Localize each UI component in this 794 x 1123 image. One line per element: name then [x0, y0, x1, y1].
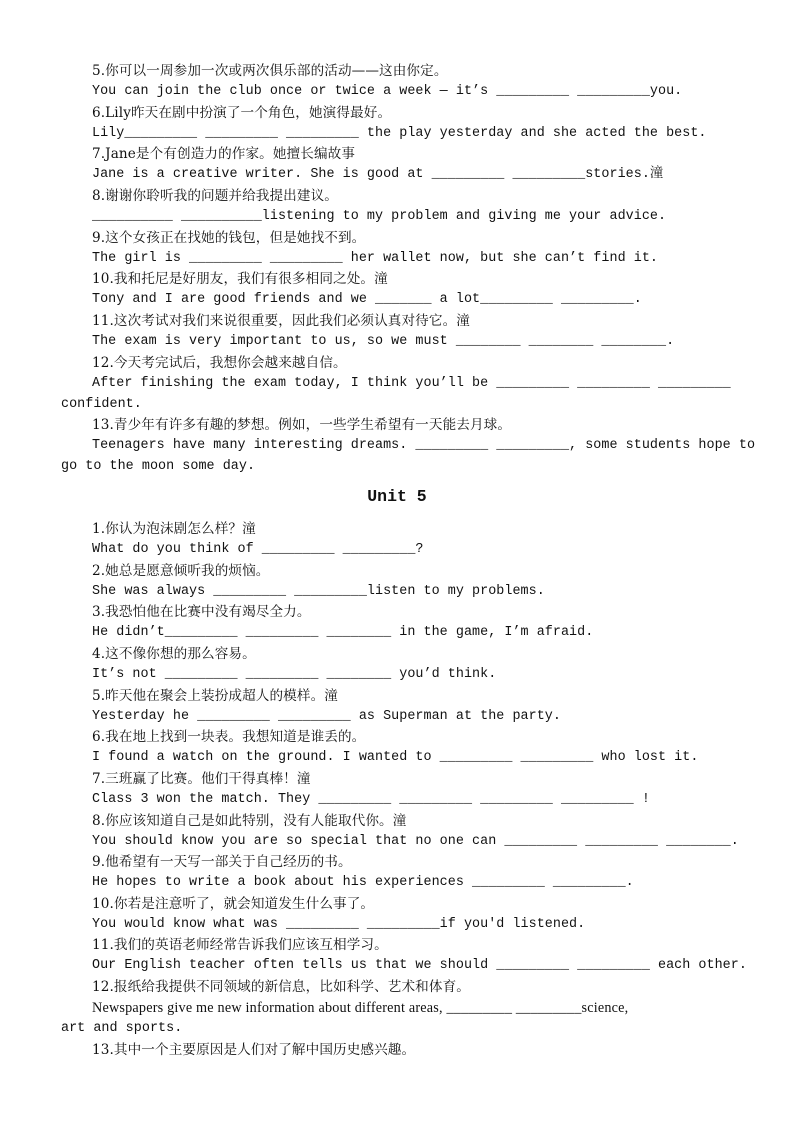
- u5-item-11-chinese: 11.我们的英语老师经常告诉我们应该互相学习。: [92, 937, 388, 953]
- u5-item-4-chinese: 4.这不像你想的那么容易。: [92, 646, 256, 662]
- u5-item-10-chinese: 10.你若是注意听了，就会知道发生什么事了。: [92, 896, 375, 912]
- item-7-chinese: 7.Jane是个有创造力的作家。她擅长编故事: [92, 146, 356, 162]
- u5-item-1-english: What do you think of _________ _________?: [92, 542, 424, 557]
- item-9-chinese: 9.这个女孩正在找她的钱包，但是她找不到。: [92, 230, 366, 246]
- u5-item-12-english: Newspapers give me new information about different areas, _________ _________science,: [92, 1000, 629, 1016]
- u5-item-4-english: It’s not _________ _________ ________ you’d think.: [92, 667, 497, 682]
- u5-item-1-chinese: 1.你认为泡沫剧怎么样？潼: [92, 521, 256, 537]
- u5-item-7-chinese: 7.三班赢了比赛。他们干得真棒！潼: [92, 771, 311, 787]
- item-5-chinese: 5.你可以一周参加一次或两次俱乐部的活动——这由你定。: [92, 63, 448, 79]
- u5-item-3-chinese: 3.我恐怕他在比赛中没有竭尽全力。: [92, 604, 311, 620]
- item-12-english: After finishing the exam today, I think you’ll be _________ _________ _________: [92, 376, 731, 391]
- item-10-english: Tony and I are good friends and we _______ a lot_________ _________.: [92, 292, 642, 307]
- item-11-english: The exam is very important to us, so we must ________ ________ ________.: [92, 334, 675, 349]
- u5-item-5-chinese: 5.昨天他在聚会上装扮成超人的模样。潼: [92, 688, 338, 704]
- item-8-chinese: 8.谢谢你聆听我的问题并给我提出建议。: [92, 188, 338, 204]
- u5-item-2-chinese: 2.她总是愿意倾听我的烦恼。: [92, 563, 270, 579]
- u5-item-6-chinese: 6.我在地上找到一块表。我想知道是谁丢的。: [92, 729, 366, 745]
- unit-5-heading: Unit 5: [367, 487, 427, 506]
- u5-item-10-english: You would know what was _________ _________if you'd listened.: [92, 917, 586, 932]
- item-13-english-cont: go to the moon some day.: [61, 459, 256, 474]
- item-11-chinese: 11.这次考试对我们来说很重要，因此我们必须认真对待它。潼: [92, 313, 470, 329]
- item-9-english: The girl is _________ _________ her wallet now, but she can’t find it.: [92, 251, 658, 266]
- item-10-chinese: 10.我和托尼是好朋友，我们有很多相同之处。潼: [92, 271, 388, 287]
- item-8-english: __________ __________listening to my problem and giving me your advice.: [92, 209, 667, 224]
- item-12-english-cont: confident.: [61, 397, 142, 412]
- u5-item-2-english: She was always _________ _________listen to my problems.: [92, 584, 545, 599]
- u5-item-9-english: He hopes to write a book about his experiences _________ _________.: [92, 875, 634, 890]
- u5-item-12-english-cont: art and sports.: [61, 1021, 183, 1036]
- u5-item-13-chinese: 13.其中一个主要原因是人们对了解中国历史感兴趣。: [92, 1042, 416, 1058]
- item-5-english: You can join the club once or twice a week — it’s _________ _________you.: [92, 84, 683, 99]
- u5-item-5-english: Yesterday he _________ _________ as Superman at the party.: [92, 709, 561, 724]
- u5-item-8-english: You should know you are so special that no one can _________ _________ ________.: [92, 834, 739, 849]
- u5-item-8-chinese: 8.你应该知道自己是如此特别，没有人能取代你。潼: [92, 813, 407, 829]
- u5-item-3-english: He didn’t_________ _________ ________ in the game, I’m afraid.: [92, 625, 594, 640]
- item-6-english: Lily_________ _________ _________ the play yesterday and she acted the best.: [92, 126, 707, 141]
- item-13-english: Teenagers have many interesting dreams. _________ _________, some students hope to: [92, 438, 756, 453]
- item-6-chinese: 6.Lily昨天在剧中扮演了一个角色，她演得最好。: [92, 105, 392, 121]
- u5-item-11-english: Our English teacher often tells us that we should _________ _________ each other.: [92, 958, 747, 973]
- u5-item-7-english: Class 3 won the match. They _________ _________ _________ _________ !: [92, 792, 650, 807]
- item-13-chinese: 13.青少年有许多有趣的梦想。例如，一些学生希望有一天能去月球。: [92, 417, 512, 433]
- item-12-chinese: 12.今天考完试后，我想你会越来越自信。: [92, 355, 347, 371]
- u5-item-12-chinese: 12.报纸给我提供不同领域的新信息，比如科学、艺术和体育。: [92, 979, 470, 995]
- item-7-english: Jane is a creative writer. She is good at _________ _________stories.潼: [92, 167, 664, 182]
- u5-item-6-english: I found a watch on the ground. I wanted to _________ _________ who lost it.: [92, 750, 699, 765]
- u5-item-9-chinese: 9.他希望有一天写一部关于自己经历的书。: [92, 854, 352, 870]
